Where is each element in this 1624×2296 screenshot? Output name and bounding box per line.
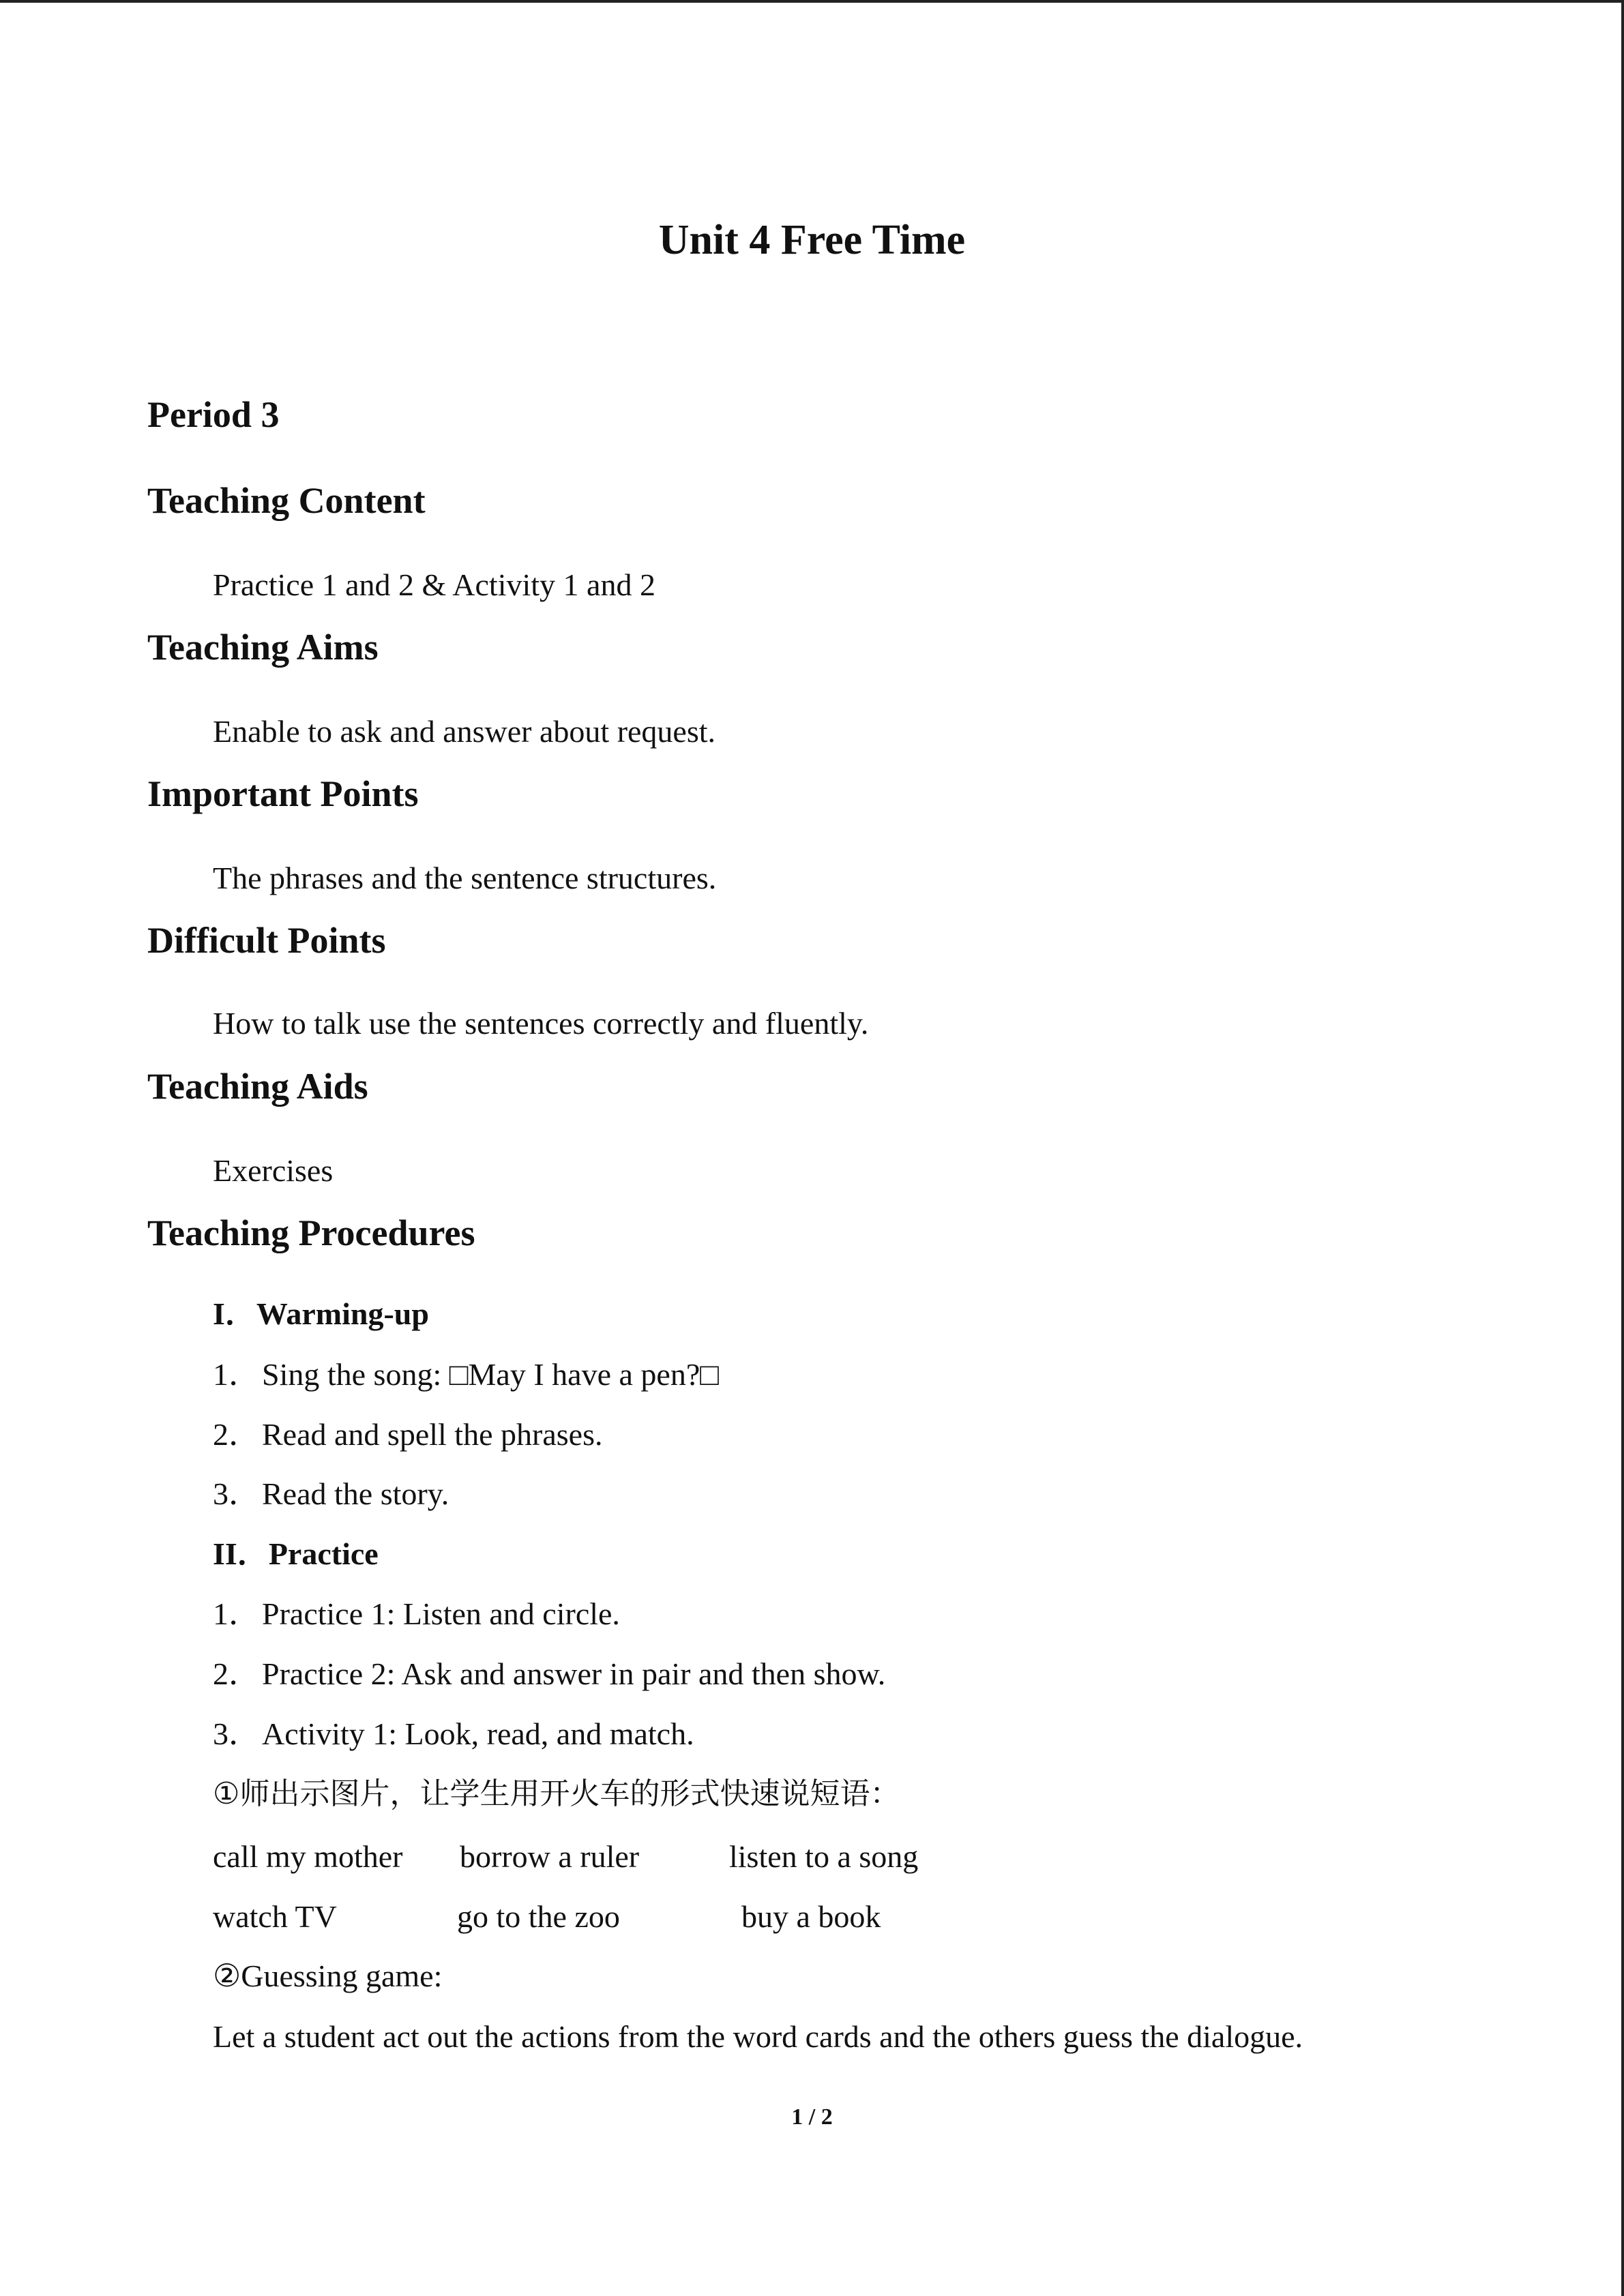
important-points-text: The phrases and the sentence structures. <box>213 861 717 895</box>
practice-step-2-text: Let a student act out the actions from the word cards and the others guess the dialogue. <box>213 2019 1303 2054</box>
warming-up-heading <box>213 1294 429 1335</box>
page-border-top <box>0 0 1624 3</box>
phrase: go to the zoo <box>457 1899 620 1934</box>
item-text: Activity 1: Look, read, and match. <box>262 1716 694 1751</box>
difficult-points-text: How to talk use the sentences correctly and fluently. <box>213 1006 869 1041</box>
phrase: call my mother <box>213 1839 403 1874</box>
teaching-content-heading: Teaching Content <box>147 480 426 521</box>
practice-item <box>213 1594 620 1635</box>
warming-up-item <box>213 1354 719 1395</box>
teaching-procedures-heading: Teaching Procedures <box>147 1212 475 1253</box>
warming-up-label: Warming-up <box>256 1296 429 1331</box>
item-text: Practice 2: Ask and answer in pair and then show. <box>262 1656 886 1691</box>
warming-up-numeral: I． <box>213 1296 256 1331</box>
phrase: listen to a song <box>729 1839 919 1874</box>
teaching-content-text: Practice 1 and 2 & Activity 1 and 2 <box>213 567 655 602</box>
phrase: watch TV <box>213 1899 337 1934</box>
practice-item <box>213 1654 885 1695</box>
important-points-heading: Important Points <box>147 773 419 814</box>
practice-numeral: II． <box>213 1536 269 1571</box>
practice-step-1: ①师出示图片，让学生用开火车的形式快速说短语： <box>213 1776 900 1811</box>
item-text: Sing the song: □May I have a pen?□ <box>262 1357 720 1392</box>
practice-item <box>213 1714 694 1755</box>
item-text: Read and spell the phrases. <box>262 1417 603 1452</box>
item-text: Read the story. <box>262 1476 449 1511</box>
teaching-aims-text: Enable to ask and answer about request. <box>213 714 716 749</box>
practice-heading <box>213 1534 379 1575</box>
item-text: Practice 1: Listen and circle. <box>262 1596 620 1631</box>
warming-up-item <box>213 1414 602 1455</box>
teaching-aids-heading: Teaching Aids <box>147 1066 368 1107</box>
page-border-right <box>1621 0 1624 2296</box>
phrase: buy a book <box>741 1899 881 1934</box>
practice-step-2: ②Guessing game: <box>213 1958 443 1993</box>
page-title: Unit 4 Free Time <box>658 217 966 263</box>
teaching-aids-text: Exercises <box>213 1153 334 1188</box>
item-number: 1． <box>213 1596 260 1631</box>
item-number: 2． <box>213 1656 260 1691</box>
page-number: 1 / 2 <box>791 2104 833 2130</box>
teaching-aims-heading: Teaching Aims <box>147 627 379 668</box>
warming-up-item <box>213 1474 449 1515</box>
item-number: 3． <box>213 1476 260 1511</box>
item-number: 2． <box>213 1417 260 1452</box>
period-heading: Period 3 <box>147 394 280 435</box>
practice-label: Practice <box>268 1536 379 1571</box>
difficult-points-heading: Difficult Points <box>147 920 386 961</box>
item-number: 1． <box>213 1357 260 1392</box>
item-number: 3． <box>213 1716 260 1751</box>
phrase: borrow a ruler <box>460 1839 640 1874</box>
